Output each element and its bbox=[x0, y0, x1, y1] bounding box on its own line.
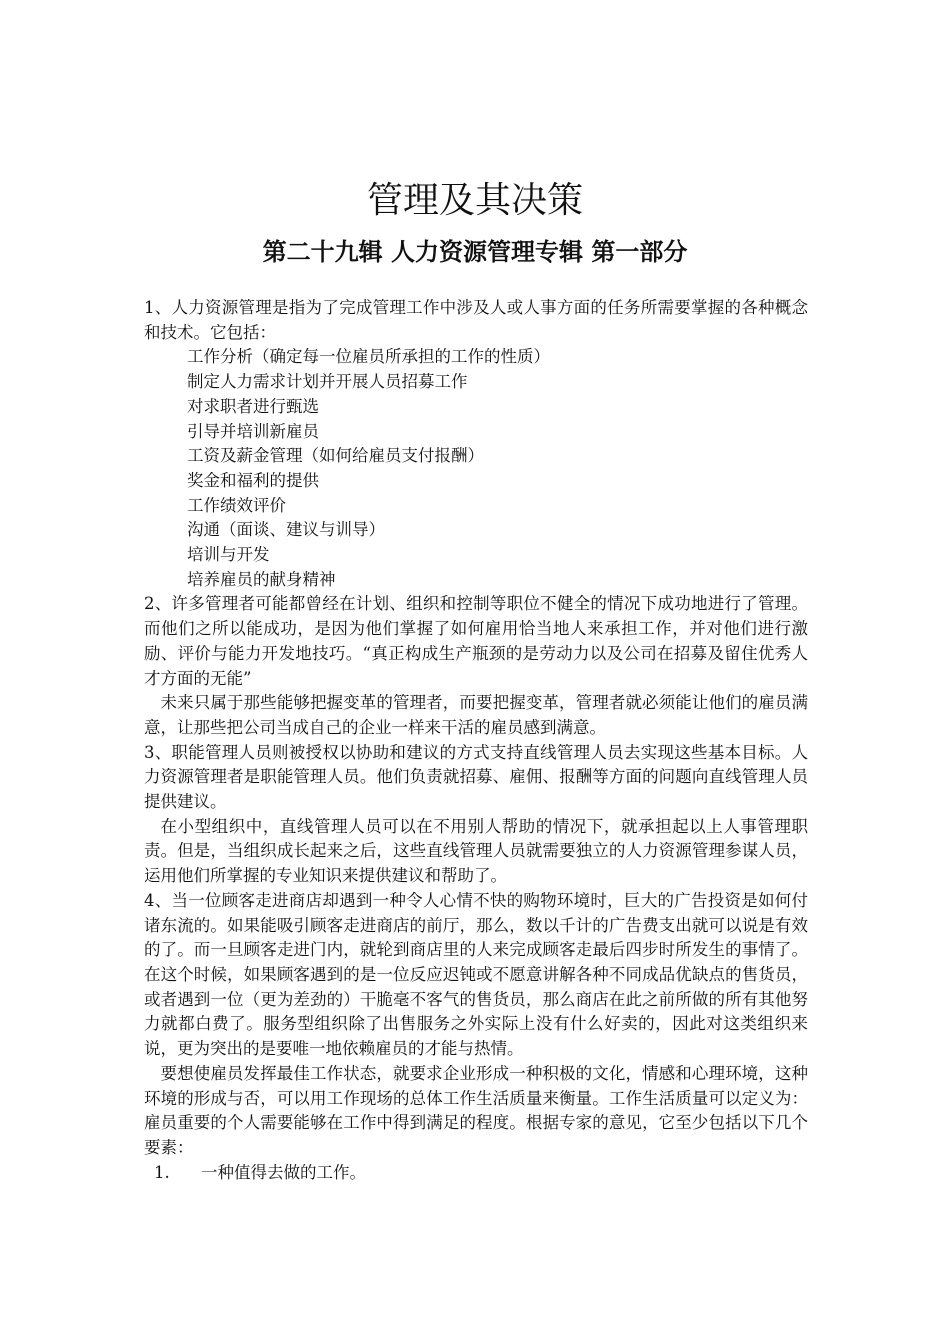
list-item: 工资及薪金管理（如何给雇员支付报酬） bbox=[187, 446, 484, 466]
list-item: 沟通（面谈、建议与训导） bbox=[187, 520, 385, 540]
list-item: 工作分析（确定每一位雇员所承担的工作的性质） bbox=[187, 347, 550, 367]
document-body bbox=[144, 296, 808, 1185]
paragraph-1: 1、人力资源管理是指为了完成管理工作中涉及人或人事方面的任务所需要掌握的各种概念和技术。它包括： bbox=[144, 298, 808, 342]
list-item: 对求职者进行甄选 bbox=[187, 396, 319, 416]
numbered-item-number: 1. bbox=[154, 1162, 170, 1182]
numbered-item-text: 一种值得去做的工作。 bbox=[201, 1162, 366, 1182]
hr-task-list bbox=[144, 345, 808, 592]
list-item: 工作绩效评价 bbox=[187, 495, 286, 515]
paragraph-2b: 未来只属于那些能够把握变革的管理者，而要把握变革，管理者就必须能让他们的雇员满意，让那些把公司当成自己的企业一样来干活的雇员感到满意。 bbox=[144, 693, 808, 737]
paragraph-3b: 在小型组织中，直线管理人员可以在不用别人帮助的情况下，就承担起以上人事管理职责。但是，当组织成长起来之后，这些直线管理人员就需要独立的人力资源管理参谋人员，运用他们所掌握的专业知识来提供建议和帮助了。 bbox=[144, 816, 808, 886]
list-item: 培训与开发 bbox=[187, 545, 270, 565]
document-title: 管理及其决策 bbox=[366, 180, 583, 221]
document-subtitle: 第二十九辑 人力资源管理专辑 第一部分 bbox=[262, 238, 688, 266]
list-item: 引导并培训新雇员 bbox=[187, 421, 319, 441]
paragraph-4: 4、当一位顾客走进商店却遇到一种令人心情不快的购物环境时，巨大的广告投资是如何付诸东流的。如果能吸引顾客走进商店的前厅，那么，数以千计的广告费支出就可以说是有效的了。而一旦顾客走进门内，就轮到商店里的人来完成顾客走最后四步时所发生的事情了。在这个时候，如果顾客遇到的是一位反应迟钝或不愿意讲解各种不同成品优缺点的售货员，或者遇到一位（更为差劲的）干脆毫不客气的售货员，那么商店在此之前所做的所有其他努力就都白费了。服务型组织除了出售服务之外实际上没有什么好卖的，因此对这类组织来说，更为突出的是要唯一地依赖雇员的才能与热情。 bbox=[144, 890, 808, 1059]
numbered-item bbox=[144, 1161, 808, 1186]
paragraph-2: 2、许多管理者可能都曾经在计划、组织和控制等职位不健全的情况下成功地进行了管理。而他们之所以能成功，是因为他们掌握了如何雇用恰当地人来承担工作，并对他们进行激励、评价与能力开发地技巧。“真正构成生产瓶颈的是劳动力以及公司在招募及留住优秀人才方面的无能” bbox=[144, 594, 808, 688]
list-item: 奖金和福利的提供 bbox=[187, 470, 319, 490]
list-item: 培养雇员的献身精神 bbox=[187, 569, 336, 589]
paragraph-4b: 要想使雇员发挥最佳工作状态，就要求企业形成一种积极的文化，情感和心理环境，这种环境的形成与否，可以用工作现场的总体工作生活质量来衡量。工作生活质量可以定义为：雇员重要的个人需要能够在工作中得到满足的程度。根据专家的意见，它至少包括以下几个要素： bbox=[144, 1063, 808, 1157]
paragraph-3: 3、职能管理人员则被授权以协助和建议的方式支持直线管理人员去实现这些基本目标。人力资源管理者是职能管理人员。他们负责就招募、雇佣、报酬等方面的问题向直线管理人员提供建议。 bbox=[144, 742, 808, 812]
list-item: 制定人力需求计划并开展人员招募工作 bbox=[187, 372, 468, 392]
